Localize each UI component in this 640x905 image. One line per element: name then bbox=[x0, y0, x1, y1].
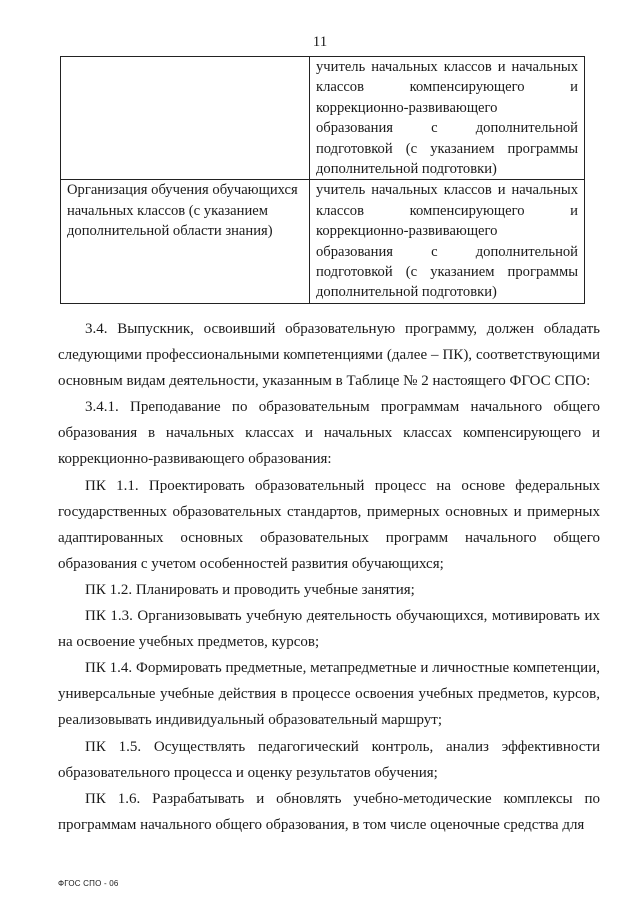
page-number: 11 bbox=[312, 34, 328, 50]
qualification-table bbox=[60, 56, 585, 304]
paragraph-3-4-1: 3.4.1. Преподавание по образовательным программам начального общего образования в начальных классах и начальных классах компенсирующего и коррекционно-развивающего образования: bbox=[58, 399, 600, 468]
table-row bbox=[61, 180, 585, 303]
table-row bbox=[61, 57, 585, 180]
footer-label: ФГОС СПО - 06 bbox=[58, 879, 119, 888]
competency-pk-1-1: ПК 1.1. Проектировать образовательный процесс на основе федеральных государственных образовательных стандартов, примерных основных и примерных адаптированных основных образовательных программ начального общего образования с учетом особенностей развития обучающихся; bbox=[58, 477, 600, 572]
table-cell-activity bbox=[61, 57, 310, 180]
competency-pk-1-6: ПК 1.6. Разрабатывать и обновлять учебно-методические комплексы по программам начального общего образования, в том числе оценочные средства для bbox=[58, 790, 600, 833]
competency-pk-1-2: ПК 1.2. Планировать и проводить учебные занятия; bbox=[85, 581, 415, 598]
table-cell-qualification: учитель начальных классов и начальных классов компенсирующего и коррекционно-развивающего образования с дополнительной подготовкой (с указанием программы дополнительной подготовки) bbox=[310, 180, 585, 303]
competency-pk-1-3: ПК 1.3. Организовывать учебную деятельность обучающихся, мотивировать их на освоение учебных предметов, курсов; bbox=[58, 608, 600, 651]
table-cell-activity: Организация обучения обучающихся начальных классов (с указанием дополнительной области знания) bbox=[61, 180, 310, 303]
document-body bbox=[58, 316, 600, 838]
competency-pk-1-5: ПК 1.5. Осуществлять педагогический контроль, анализ эффективности образовательного процесса и оценку результатов обучения; bbox=[58, 738, 600, 781]
competency-pk-1-4: ПК 1.4. Формировать предметные, метапредметные и личностные компетенции, универсальные учебные действия в процессе освоения учебных предметов, курсов, реализовывать индивидуальный образовательный маршрут; bbox=[58, 660, 600, 729]
table-cell-qualification: учитель начальных классов и начальных классов компенсирующего и коррекционно-развивающего образования с дополнительной подготовкой (с указанием программы дополнительной подготовки) bbox=[310, 57, 585, 180]
paragraph-3-4: 3.4. Выпускник, освоивший образовательную программу, должен обладать следующими профессиональными компетенциями (далее – ПК), соответствующими основным видам деятельности, указанным в Таблице № 2 настоящего ФГОС СПО: bbox=[58, 321, 600, 390]
